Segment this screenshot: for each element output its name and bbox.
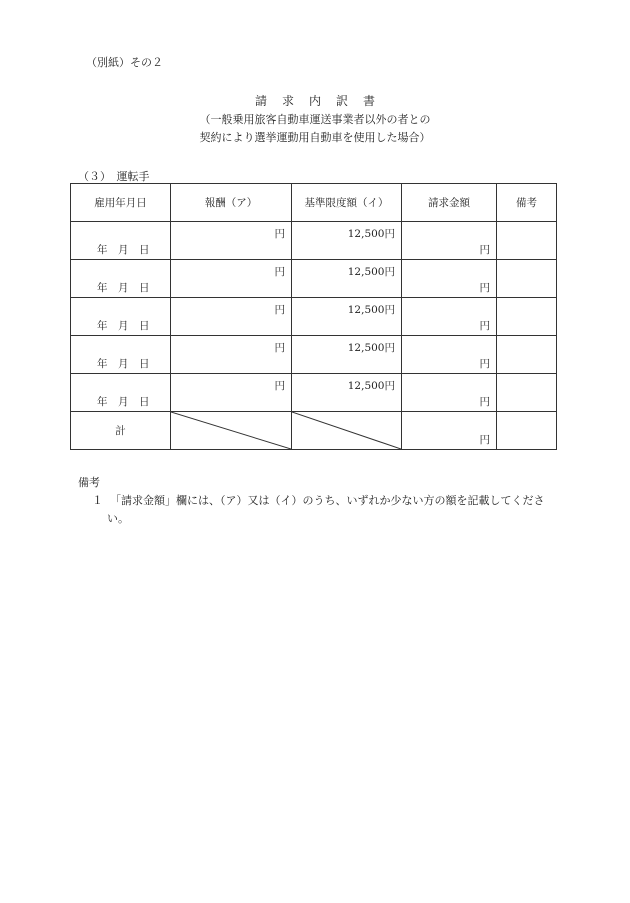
header-remarks: 備考 xyxy=(497,184,557,222)
yen-unit: 円 xyxy=(479,282,490,294)
table-row xyxy=(71,222,557,260)
remarks-total-cell[interactable] xyxy=(497,412,557,450)
yen-unit: 円 xyxy=(274,228,285,240)
table-row xyxy=(71,260,557,298)
subtitle-line-1: （一般乗用旅客自動車運送事業者以外の者との xyxy=(199,113,431,126)
reward-cell[interactable] xyxy=(171,374,292,412)
remarks-cell[interactable] xyxy=(497,298,557,336)
yen-unit: 円 xyxy=(479,396,490,408)
yen-unit: 円 xyxy=(274,342,285,354)
limit-amount: 12,500円 xyxy=(347,228,395,240)
limit-cell xyxy=(292,222,402,260)
remarks-cell[interactable] xyxy=(497,336,557,374)
claim-cell[interactable] xyxy=(402,260,497,298)
notes-heading: 備考 xyxy=(78,476,100,489)
limit-amount: 12,500円 xyxy=(347,304,395,316)
claim-cell[interactable] xyxy=(402,374,497,412)
subtitle-line-2: 契約により選挙運動用自動車を使用した場合） xyxy=(199,131,431,144)
limit-cell xyxy=(292,336,402,374)
claim-cell[interactable] xyxy=(402,222,497,260)
reward-cell[interactable] xyxy=(171,298,292,336)
reward-total-slash-cell xyxy=(171,412,292,450)
table-row xyxy=(71,298,557,336)
reward-cell[interactable] xyxy=(171,336,292,374)
limit-amount: 12,500円 xyxy=(347,266,395,278)
note-number: １ xyxy=(92,494,103,507)
date-text: 年 月 日 xyxy=(97,282,150,294)
date-text: 年 月 日 xyxy=(97,320,150,332)
table-header-row xyxy=(71,184,557,222)
reward-cell[interactable] xyxy=(171,260,292,298)
date-cell[interactable] xyxy=(71,374,171,412)
note-text-line-2: い。 xyxy=(107,512,129,525)
date-cell[interactable] xyxy=(71,260,171,298)
claim-total-cell[interactable] xyxy=(402,412,497,450)
reward-cell[interactable] xyxy=(171,222,292,260)
note-item-1 xyxy=(92,492,545,508)
invoice-table xyxy=(70,183,557,450)
limit-amount: 12,500円 xyxy=(347,380,395,392)
document-title: 請求内訳書 xyxy=(254,94,390,108)
yen-unit: 円 xyxy=(274,380,285,392)
date-text: 年 月 日 xyxy=(97,396,150,408)
yen-unit: 円 xyxy=(479,434,490,446)
date-cell[interactable] xyxy=(71,222,171,260)
section-label: （３） 運転手 xyxy=(78,170,150,183)
remarks-cell[interactable] xyxy=(497,260,557,298)
yen-unit: 円 xyxy=(274,266,285,278)
limit-amount: 12,500円 xyxy=(347,342,395,354)
total-row xyxy=(71,412,557,450)
date-cell[interactable] xyxy=(71,298,171,336)
limit-cell xyxy=(292,298,402,336)
yen-unit: 円 xyxy=(479,358,490,370)
header-limit: 基準限度額（イ） xyxy=(292,184,402,222)
header-reward: 報酬（ア） xyxy=(171,184,292,222)
diagonal-slash xyxy=(171,412,291,449)
table-row xyxy=(71,374,557,412)
limit-cell xyxy=(292,374,402,412)
yen-unit: 円 xyxy=(274,304,285,316)
date-text: 年 月 日 xyxy=(97,358,150,370)
total-label: 計 xyxy=(71,412,171,450)
header-claim: 請求金額 xyxy=(402,184,497,222)
claim-cell[interactable] xyxy=(402,298,497,336)
claim-cell[interactable] xyxy=(402,336,497,374)
header-employment-date: 雇用年月日 xyxy=(71,184,171,222)
diagonal-slash xyxy=(292,412,401,449)
table-row xyxy=(71,336,557,374)
limit-cell xyxy=(292,260,402,298)
remarks-cell[interactable] xyxy=(497,374,557,412)
note-text-line-1: 「請求金額」欄には、（ア）又は（イ）のうち、いずれか少ない方の額を記載してくださ xyxy=(110,494,545,507)
date-text: 年 月 日 xyxy=(97,244,150,256)
yen-unit: 円 xyxy=(479,320,490,332)
limit-total-slash-cell xyxy=(292,412,402,450)
date-cell[interactable] xyxy=(71,336,171,374)
yen-unit: 円 xyxy=(479,244,490,256)
remarks-cell[interactable] xyxy=(497,222,557,260)
annex-label: （別紙）その２ xyxy=(86,56,163,69)
